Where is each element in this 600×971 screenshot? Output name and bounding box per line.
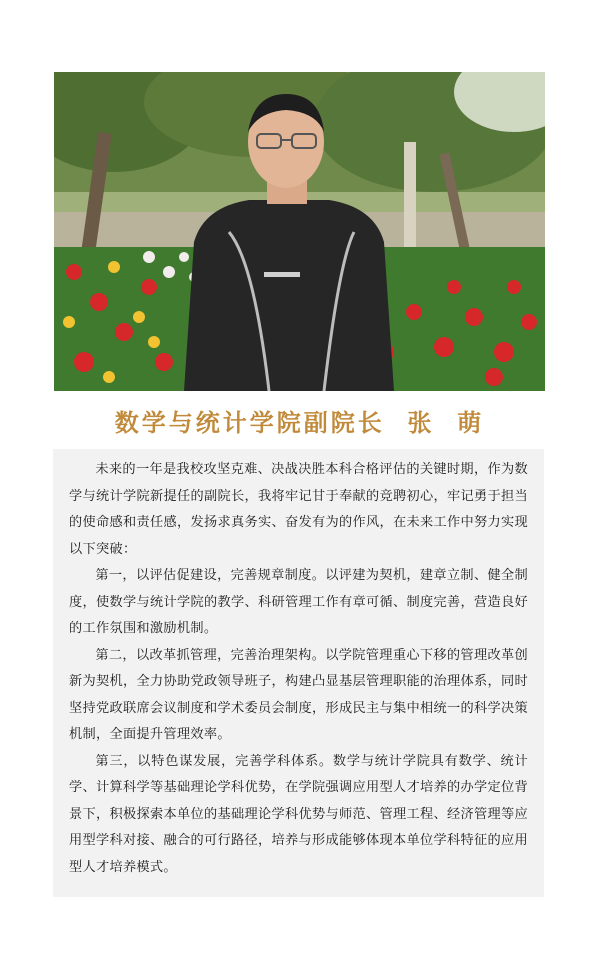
paragraph-intro: 未来的一年是我校攻坚克难、决战决胜本科合格评估的关键时期，作为数学与统计学院新提任的副院长，我将牢记甘于奉献的竞聘初心，牢记勇于担当的使命感和责任感，发扬求真务实、奋发有为的作风，在未来工作中努力实现以下突破： bbox=[69, 462, 528, 557]
paragraph-point-3: 第三，以特色谋发展，完善学科体系。数学与统计学院具有数学、统计学、计算科学等基础理论学科优势，在学院强调应用型人才培养的办学定位背景下，积极探索本单位的基础理论学科优势与师范、管理工程、经济管理等应用型学科对接、融合的可行路径，培养与形成能够体现本单位学科特征的应用型人才培养模式。 bbox=[69, 753, 528, 875]
statement-panel bbox=[53, 449, 544, 897]
paragraph-point-1: 第一，以评估促建设，完善规章制度。以评建为契机，建章立制、健全制度，使数学与统计学院的教学、科研管理工作有章可循、制度完善，营造良好的工作氛围和激励机制。 bbox=[69, 568, 528, 636]
portrait-photo bbox=[54, 72, 545, 391]
paragraph-point-2: 第二，以改革抓管理，完善治理架构。以学院管理重心下移的管理改革创新为契机，全力协助党政领导班子，构建凸显基层管理职能的治理体系，同时坚持党政联席会议制度和学术委员会制度，形成民主与集中相统一的科学决策机制，全面提升管理效率。 bbox=[69, 647, 528, 742]
page-title: 数学与统计学院副院长 张 萌 bbox=[114, 408, 485, 437]
